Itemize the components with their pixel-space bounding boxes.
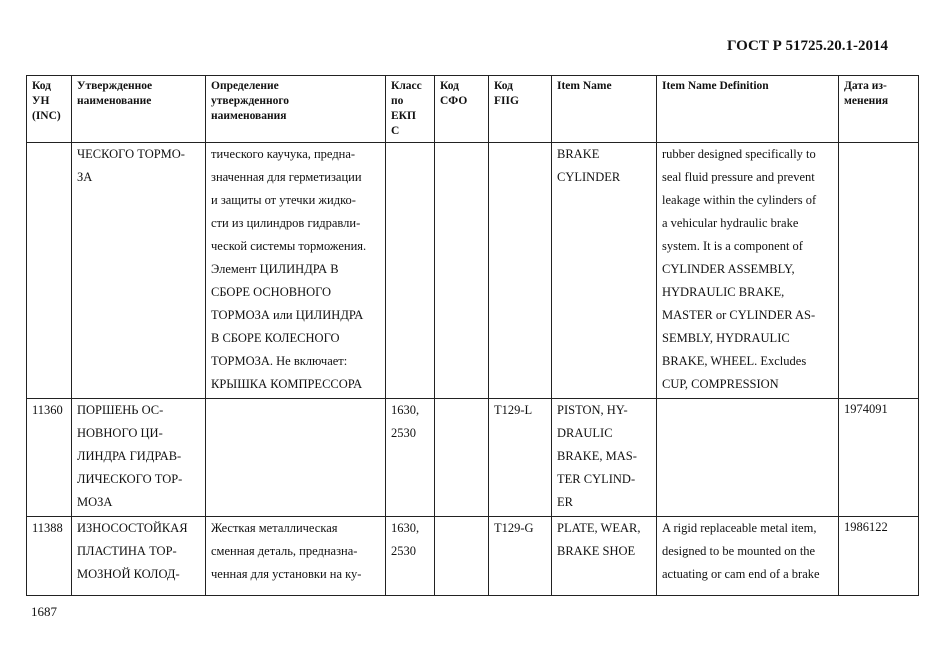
cell-text-line: 2530: [391, 426, 416, 440]
fiig-cell: [489, 517, 552, 596]
cell-text-line: A rigid replaceable metal item,: [662, 521, 817, 535]
header-line: Дата из-: [844, 80, 887, 92]
cell-text-line: CUP, COMPRESSION: [662, 377, 779, 391]
inc-cell: [27, 143, 72, 399]
cell-text-line: 11360: [32, 403, 63, 417]
cell-text-line: МОЗА: [77, 495, 113, 509]
header-fiig: [489, 76, 552, 143]
cell-text-line: BRAKE, WHEEL. Excludes: [662, 354, 807, 368]
cell-text-line: MASTER or CYLINDER AS-: [662, 308, 816, 322]
header-approved-name: [72, 76, 206, 143]
cell-text-line: DRAULIC: [557, 426, 613, 440]
header-line: Утвержденное: [77, 80, 153, 92]
header-line: С: [391, 125, 400, 137]
cell-text-line: T129-L: [494, 403, 533, 417]
cell-text-line: сти из цилиндров гидравли-: [211, 216, 361, 230]
approved-name-cell: [72, 143, 206, 399]
class-cell: [386, 143, 435, 399]
cell-text-line: PLATE, WEAR,: [557, 521, 641, 535]
header-line: FIIG: [494, 95, 519, 107]
header-line: Код: [440, 80, 460, 92]
cell-text-line: ЛИНДРА ГИДРАВ-: [77, 449, 182, 463]
cell-text-line: ЧЕСКОГО ТОРМО-: [77, 147, 185, 161]
header-inc: [27, 76, 72, 143]
header-line: Определение: [211, 80, 279, 92]
item-name-cell: [552, 517, 657, 596]
cell-text-line: TER CYLIND-: [557, 472, 636, 486]
header-line: Item Name Definition: [662, 80, 769, 92]
page-number: 1687: [31, 604, 57, 619]
cell-text-line: seal fluid pressure and prevent: [662, 170, 815, 184]
date-cell: [839, 399, 919, 517]
sfo-cell: [435, 517, 489, 596]
cell-text-line: сменная деталь, предназна-: [211, 544, 358, 558]
cell-text-line: BRAKE, MAS-: [557, 449, 637, 463]
cell-text-line: В СБОРЕ КОЛЕСНОГО: [211, 331, 340, 345]
cell-text-line: МОЗНОЙ КОЛОД-: [77, 567, 180, 581]
header-line: утвержденного: [211, 95, 290, 107]
approved-name-cell: [72, 517, 206, 596]
table-row: [27, 143, 919, 399]
item-name-cell: [552, 143, 657, 399]
header-line: (INC): [32, 110, 61, 122]
class-cell: [386, 399, 435, 517]
cell-text-line: BRAKE: [557, 147, 600, 161]
header-line: Код: [494, 80, 514, 92]
cell-text-line: СБОРЕ ОСНОВНОГО: [211, 285, 332, 299]
table-row: [27, 517, 919, 596]
header-line: СФО: [440, 95, 468, 107]
document-id: ГОСТ Р 51725.20.1-2014: [726, 38, 888, 54]
header-line: по: [391, 95, 404, 107]
header-line: УН: [32, 95, 50, 107]
date-cell: [839, 143, 919, 399]
sfo-cell: [435, 143, 489, 399]
header-line: Item Name: [557, 80, 612, 92]
item-name-cell: [552, 399, 657, 517]
cell-text-line: a vehicular hydraulic brake: [662, 216, 799, 230]
cell-text-line: ческой системы торможения.: [211, 239, 367, 253]
cell-text-line: 1630,: [391, 403, 420, 417]
table-row: [27, 399, 919, 517]
header-item-definition: [657, 76, 839, 143]
definition-cell: [206, 143, 386, 399]
fiig-cell: [489, 399, 552, 517]
cell-text-line: T129-G: [494, 521, 534, 535]
definition-cell: [206, 399, 386, 517]
fiig-cell: [489, 143, 552, 399]
header-line: наименование: [77, 95, 152, 107]
header-definition: [206, 76, 386, 143]
cell-text-line: НОВНОГО ЦИ-: [77, 426, 163, 440]
cell-text-line: ИЗНОСОСТОЙКАЯ: [77, 521, 188, 535]
header-line: менения: [844, 95, 889, 107]
header-line: ЕКП: [391, 110, 416, 122]
header-line: Класс: [391, 80, 422, 92]
cell-text-line: 2530: [391, 544, 416, 558]
cell-text-line: CYLINDER ASSEMBLY,: [662, 262, 795, 276]
sfo-cell: [435, 399, 489, 517]
item-definition-cell: [657, 143, 839, 399]
cell-text-line: ченная для установки на ку-: [211, 567, 362, 581]
cell-text-line: ПЛАСТИНА ТОР-: [77, 544, 177, 558]
item-definition-cell: [657, 399, 839, 517]
cell-text-line: SEMBLY, HYDRAULIC: [662, 331, 790, 345]
cell-text-line: ЗА: [77, 170, 93, 184]
cell-text-line: Элемент ЦИЛИНДРА В: [211, 262, 339, 276]
cell-text-line: 1630,: [391, 521, 420, 535]
cell-text-line: Жесткая металлическая: [211, 521, 338, 535]
header-item-name: [552, 76, 657, 143]
catalog-table: [26, 75, 919, 596]
cell-text-line: тического каучука, предна-: [211, 147, 356, 161]
cell-text-line: CYLINDER: [557, 170, 621, 184]
cell-text-line: rubber designed specifically to: [662, 147, 816, 161]
cell-text-line: HYDRAULIC BRAKE,: [662, 285, 785, 299]
cell-text-line: 1974091: [844, 402, 888, 416]
cell-text-line: ER: [557, 495, 573, 509]
definition-cell: [206, 517, 386, 596]
cell-text-line: и защиты от утечки жидко-: [211, 193, 356, 207]
header-date: [839, 76, 919, 143]
inc-cell: [27, 517, 72, 596]
header-sfo: [435, 76, 489, 143]
cell-text-line: leakage within the cylinders of: [662, 193, 817, 207]
table-header-row: [27, 76, 919, 143]
cell-text-line: BRAKE SHOE: [557, 544, 636, 558]
approved-name-cell: [72, 399, 206, 517]
cell-text-line: ТОРМОЗА или ЦИЛИНДРА: [211, 308, 364, 322]
cell-text-line: ЛИЧЕСКОГО ТОР-: [77, 472, 183, 486]
cell-text-line: PISTON, HY-: [557, 403, 628, 417]
header-class: [386, 76, 435, 143]
cell-text-line: designed to be mounted on the: [662, 544, 816, 558]
cell-text-line: ПОРШЕНЬ ОС-: [77, 403, 164, 417]
cell-text-line: system. It is a component of: [662, 239, 803, 253]
cell-text-line: 11388: [32, 521, 63, 535]
cell-text-line: КРЫШКА КОМПРЕССОРА: [211, 377, 363, 391]
cell-text-line: значенная для герметизации: [211, 170, 362, 184]
cell-text-line: actuating or cam end of a brake: [662, 567, 820, 581]
item-definition-cell: [657, 517, 839, 596]
header-line: Код: [32, 80, 52, 92]
header-line: наименования: [211, 110, 287, 122]
inc-cell: [27, 399, 72, 517]
class-cell: [386, 517, 435, 596]
cell-text-line: 1986122: [844, 520, 888, 534]
date-cell: [839, 517, 919, 596]
cell-text-line: ТОРМОЗА. Не включает:: [211, 354, 348, 368]
